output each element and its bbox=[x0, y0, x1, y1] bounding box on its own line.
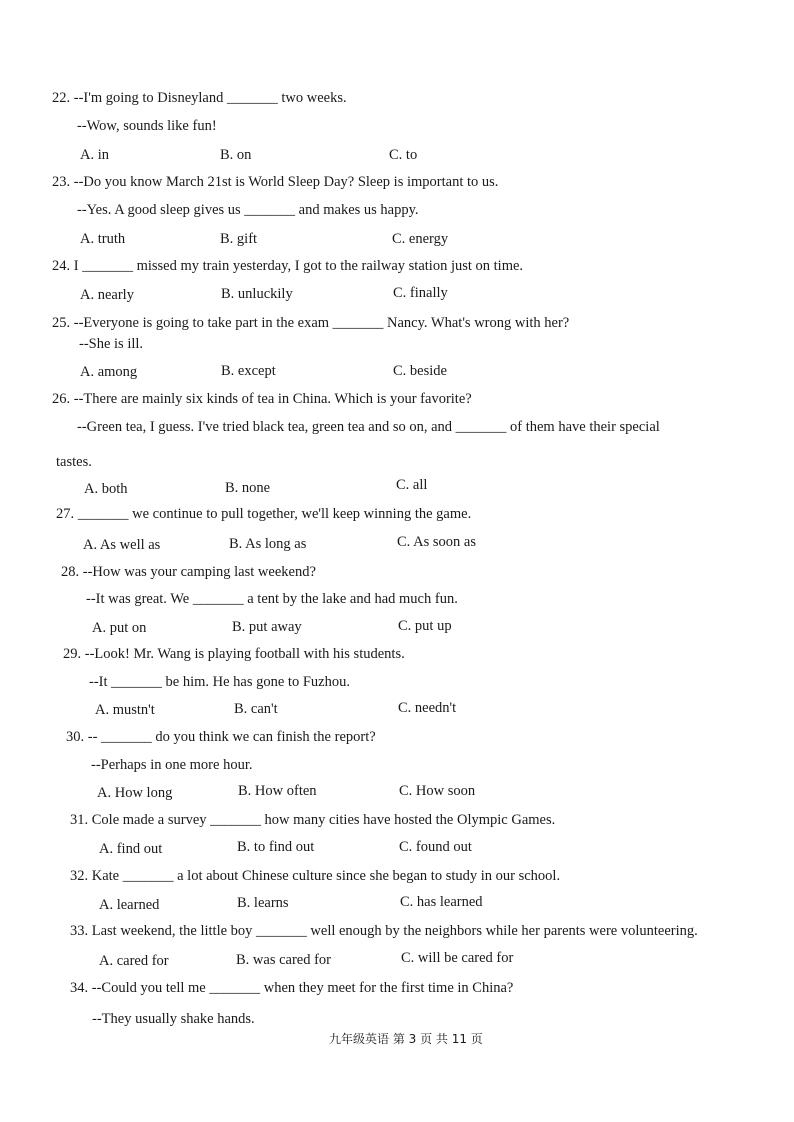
q25-option-a: A. among bbox=[80, 364, 138, 380]
q31-option-c: C. found out bbox=[399, 839, 472, 855]
q27-stem: 27. _______ we continue to pull together, we'll keep winning the game. bbox=[56, 506, 472, 522]
q26-reply: --Green tea, I guess. I've tried black tea, green tea and so on, and _______ of them have their special bbox=[77, 419, 660, 435]
q24-option-a: A. nearly bbox=[80, 287, 134, 303]
q29-reply: --It _______ be him. He has gone to Fuzhou. bbox=[89, 674, 350, 690]
q26-option-b: B. none bbox=[225, 480, 271, 496]
q30-option-b: B. How often bbox=[238, 783, 317, 799]
q22-reply: --Wow, sounds like fun! bbox=[77, 118, 217, 134]
q24-option-c: C. finally bbox=[393, 285, 448, 301]
q23-option-c: C. energy bbox=[392, 231, 449, 247]
q27-option-a: A. As well as bbox=[83, 537, 161, 553]
q28-option-b: B. put away bbox=[232, 619, 302, 635]
q25-option-c: C. beside bbox=[393, 363, 447, 379]
q25-stem: 25. --Everyone is going to take part in the exam _______ Nancy. What's wrong with her? bbox=[52, 315, 570, 331]
q29-stem: 29. --Look! Mr. Wang is playing football with his students. bbox=[63, 646, 405, 662]
page-footer: 九年级英语 第 3 页 共 11 页 bbox=[329, 1032, 483, 1046]
q31-option-b: B. to find out bbox=[237, 839, 315, 855]
q32-option-a: A. learned bbox=[99, 897, 160, 913]
q33-option-a: A. cared for bbox=[99, 953, 169, 969]
q26-reply-cont: tastes. bbox=[56, 454, 92, 470]
q34-stem: 34. --Could you tell me _______ when they meet for the first time in China? bbox=[70, 980, 514, 996]
q31-stem: 31. Cole made a survey _______ how many cities have hosted the Olympic Games. bbox=[70, 812, 556, 828]
q23-option-a: A. truth bbox=[80, 231, 126, 247]
q22-stem: 22. --I'm going to Disneyland _______ two weeks. bbox=[52, 90, 347, 106]
q27-option-b: B. As long as bbox=[229, 536, 307, 552]
q32-stem: 32. Kate _______ a lot about Chinese culture since she began to study in our school. bbox=[70, 868, 561, 884]
q22-option-c: C. to bbox=[389, 147, 418, 163]
q33-stem: 33. Last weekend, the little boy _______ well enough by the neighbors while her parents were volunteering. bbox=[70, 923, 698, 939]
q30-reply: --Perhaps in one more hour. bbox=[91, 757, 253, 773]
q22-option-a: A. in bbox=[80, 147, 109, 163]
q28-stem: 28. --How was your camping last weekend? bbox=[61, 564, 316, 580]
q31-option-a: A. find out bbox=[99, 841, 163, 857]
q29-option-c: C. needn't bbox=[398, 700, 457, 716]
q25-reply: --She is ill. bbox=[79, 336, 144, 352]
q24-stem: 24. I _______ missed my train yesterday, I got to the railway station just on time. bbox=[52, 258, 524, 274]
q34-reply: --They usually shake hands. bbox=[92, 1011, 255, 1027]
q30-option-c: C. How soon bbox=[399, 783, 476, 799]
q32-option-c: C. has learned bbox=[400, 894, 483, 910]
q33-option-c: C. will be cared for bbox=[401, 950, 514, 966]
q27-option-c: C. As soon as bbox=[397, 534, 476, 550]
q23-stem: 23. --Do you know March 21st is World Sleep Day? Sleep is important to us. bbox=[52, 174, 499, 190]
q32-option-b: B. learns bbox=[237, 895, 289, 911]
q23-option-b: B. gift bbox=[220, 231, 258, 247]
q33-option-b: B. was cared for bbox=[236, 952, 332, 968]
q26-option-c: C. all bbox=[396, 477, 428, 493]
q22-option-b: B. on bbox=[220, 147, 252, 163]
q29-option-a: A. mustn't bbox=[95, 702, 155, 718]
q30-stem: 30. -- _______ do you think we can finish the report? bbox=[66, 729, 376, 745]
q28-option-c: C. put up bbox=[398, 618, 452, 634]
q25-option-b: B. except bbox=[221, 363, 276, 379]
q28-option-a: A. put on bbox=[92, 620, 147, 636]
q30-option-a: A. How long bbox=[97, 785, 173, 801]
q29-option-b: B. can't bbox=[234, 701, 278, 717]
q26-stem: 26. --There are mainly six kinds of tea in China. Which is your favorite? bbox=[52, 391, 472, 407]
q23-reply: --Yes. A good sleep gives us _______ and makes us happy. bbox=[77, 202, 419, 218]
q24-option-b: B. unluckily bbox=[221, 286, 293, 302]
q28-reply: --It was great. We _______ a tent by the lake and had much fun. bbox=[86, 591, 458, 607]
q26-option-a: A. both bbox=[84, 481, 128, 497]
